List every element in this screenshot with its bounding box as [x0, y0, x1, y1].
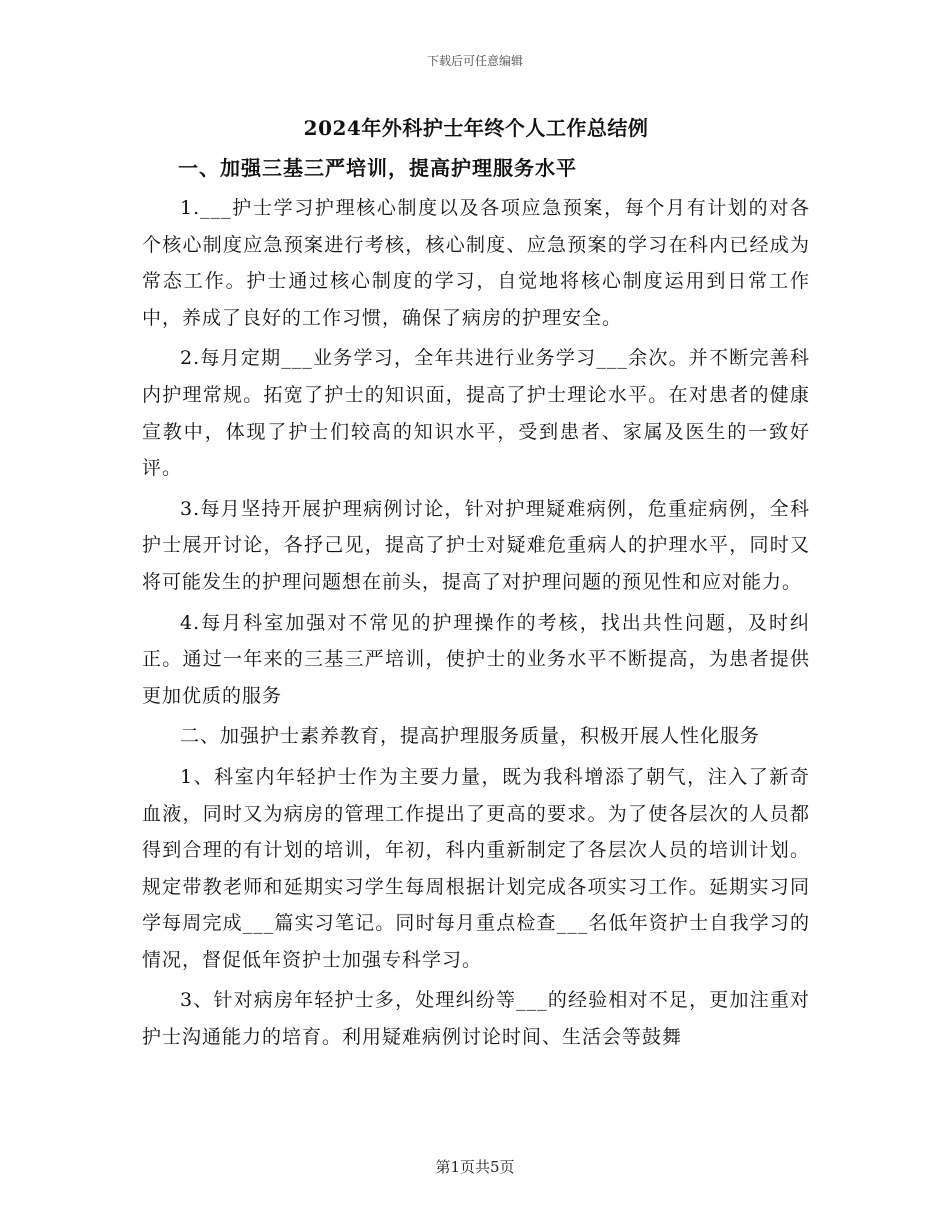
section-heading-1: 一、加强三基三严培训，提高护理服务水平 — [178, 156, 577, 180]
paragraph-5: 1、科室内年轻护士作为主要力量，既为我科增添了朝气，注入了新奇血液，同时又为病房的管理工作提出了更高的要求。为了使各层次的人员都得到合理的有计划的培训，年初，科内重新制定了各层次人员的培训计划。规定带教老师和延期实习学生每周根据计划完成各项实习工作。延期实习同学每周完成___篇实习笔记。同时每月重点检查___名低年资护士自我学习的情况，督促低年资护士加强专科学习。 — [142, 765, 810, 971]
document-title: 2024年外科护士年终个人工作总结例 — [303, 116, 649, 140]
page-indicator: 第1页共5页 — [435, 1158, 515, 1176]
section-heading-2: 二、加强护士素养教育，提高护理服务质量，积极开展人性化服务 — [180, 725, 761, 748]
paragraph-3: 3.每月坚持开展护理病例讨论，针对护理疑难病例，危重症病例，全科护士展开讨论，各抒己见，提高了护士对疑难危重病人的护理水平，同时又将可能发生的护理问题想在前头，提高了对护理问题的预见性和应对能力。 — [142, 497, 810, 593]
paragraph-1: 1.___护士学习护理核心制度以及各项应急预案，每个月有计划的对各个核心制度应急预案进行考核，核心制度、应急预案的学习在科内已经成为常态工作。护士通过核心制度的学习，自觉地将核心制度运用到日常工作中，养成了良好的工作习惯，确保了病房的护理安全。 — [142, 197, 810, 329]
paragraph-4: 4.每月科室加强对不常见的护理操作的考核，找出共性问题，及时纠正。通过一年来的三基三严培训，使护士的业务水平不断提高，为患者提供更加优质的服务 — [142, 611, 810, 707]
paragraph-2: 2.每月定期___业务学习，全年共进行业务学习___余次。并不断完善科内护理常规。拓宽了护士的知识面，提高了护士理论水平。在对患者的健康宣教中，体现了护士们较高的知识水平，受到患者、家属及医生的一致好评。 — [142, 347, 810, 480]
document-body — [142, 112, 810, 1060]
paragraph-6: 3、针对病房年轻护士多，处理纠纷等___的经验相对不足，更加注重对护士沟通能力的培育。利用疑难病例讨论时间、生活会等鼓舞 — [142, 989, 810, 1049]
header-note: 下载后可任意编辑 — [426, 54, 523, 68]
